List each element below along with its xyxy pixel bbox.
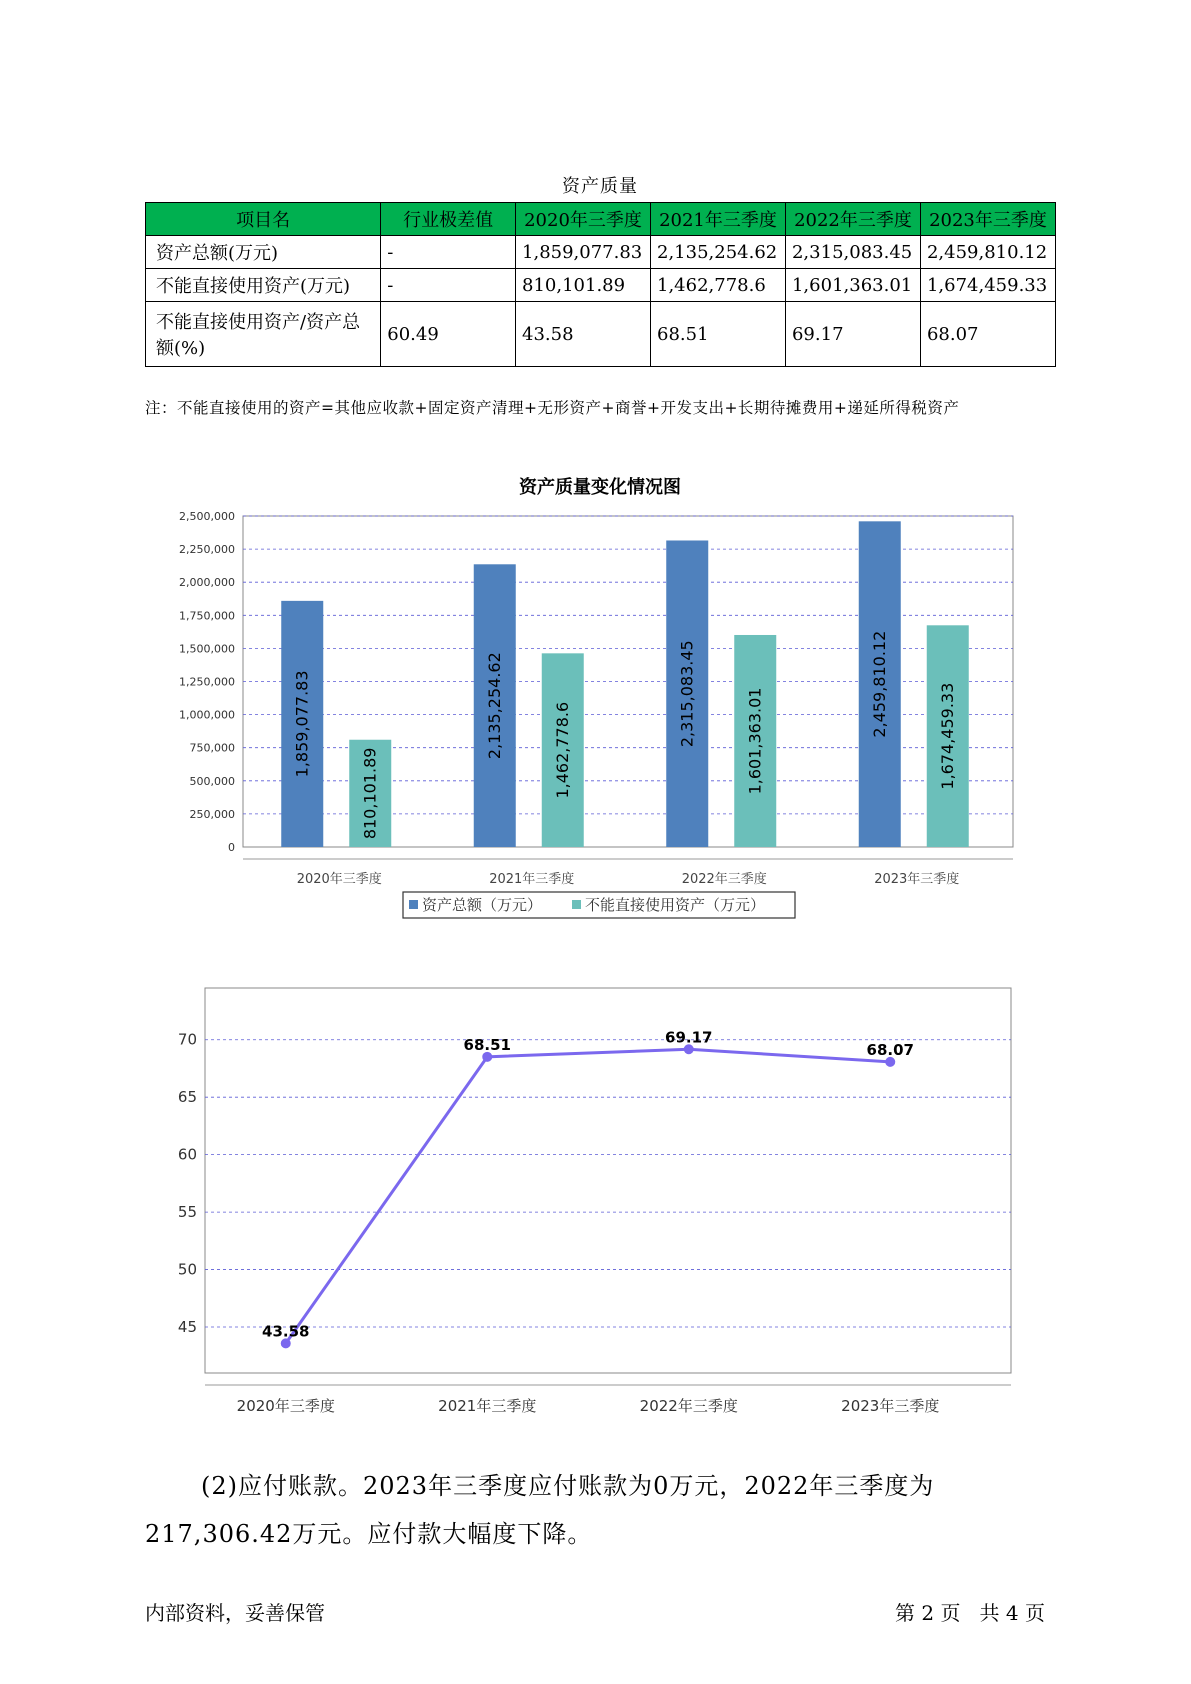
data-label: 68.51	[463, 1035, 511, 1054]
bar-value-label: 2,315,083.45	[677, 640, 697, 748]
table-cell: 43.58	[516, 302, 651, 367]
table-cell: 2,135,254.62	[651, 236, 786, 269]
data-label: 69.17	[665, 1028, 713, 1047]
y-tick-label: 500,000	[189, 774, 235, 788]
footer-page-number: 第 2 页 共 4 页	[895, 1601, 1045, 1625]
bar-value-label: 1,674,459.33	[938, 682, 958, 790]
bar-value-label: 2,135,254.62	[485, 652, 505, 760]
legend-label: 资产总额（万元）	[422, 896, 543, 914]
legend-label: 不能直接使用资产（万元）	[585, 896, 766, 914]
y-tick-label: 750,000	[189, 741, 235, 755]
y-tick-label: 1,500,000	[179, 642, 235, 656]
data-label: 43.58	[262, 1322, 310, 1341]
bar-value-label: 2,459,810.12	[870, 630, 890, 738]
y-tick-label: 250,000	[189, 807, 235, 821]
body-paragraph: (2)应付账款。2023年三季度应付账款为0万元，2022年三季度为217,306.42万元。应付款大幅度下降。	[145, 1472, 935, 1548]
y-tick-label: 60	[177, 1145, 197, 1164]
x-tick-label: 2022年三季度	[639, 1397, 738, 1415]
table-cell: 810,101.89	[516, 269, 651, 302]
header-cell: 2020年三季度	[516, 203, 651, 236]
x-tick-label: 2020年三季度	[236, 1397, 335, 1415]
bar-value-label: 810,101.89	[360, 747, 380, 840]
y-tick-label: 55	[177, 1203, 197, 1222]
y-tick-label: 1,000,000	[179, 708, 235, 722]
y-tick-label: 2,500,000	[179, 510, 235, 523]
x-tick-label: 2023年三季度	[841, 1397, 940, 1415]
y-tick-label: 50	[177, 1260, 197, 1279]
table-cell: 不能直接使用资产/资产总额(%)	[146, 302, 381, 367]
x-tick-label: 2021年三季度	[489, 872, 575, 887]
table-cell: -	[381, 269, 516, 302]
y-tick-label: 45	[177, 1318, 197, 1337]
y-tick-label: 2,000,000	[179, 576, 235, 590]
x-tick-label: 2022年三季度	[681, 872, 767, 887]
bar-chart-title: 资产质量变化情况图	[519, 477, 681, 498]
table-cell: 69.17	[785, 302, 920, 367]
header-cell: 2021年三季度	[651, 203, 786, 236]
header-cell: 项目名	[146, 203, 381, 236]
y-tick-label: 0	[228, 841, 235, 854]
table-note: 注：不能直接使用的资产=其他应收款+固定资产清理+无形资产+商誉+开发支出+长期待摊费用+递延所得税资产	[145, 399, 960, 417]
table-cell: 68.51	[651, 302, 786, 367]
table-cell: 1,462,778.6	[651, 269, 786, 302]
header-cell: 2023年三季度	[920, 203, 1055, 236]
table-cell: 1,859,077.83	[516, 236, 651, 269]
y-tick-label: 2,250,000	[179, 543, 235, 557]
bar-value-label: 1,859,077.83	[292, 670, 312, 778]
table-cell: 2,315,083.45	[785, 236, 920, 269]
table-cell: 60.49	[381, 302, 516, 367]
data-label: 68.07	[866, 1040, 914, 1059]
x-tick-label: 2020年三季度	[296, 872, 382, 887]
table-cell: 68.07	[920, 302, 1055, 367]
y-tick-label: 70	[177, 1030, 197, 1049]
header-cell: 行业极差值	[381, 203, 516, 236]
table-cell: -	[381, 236, 516, 269]
x-tick-label: 2021年三季度	[438, 1397, 537, 1415]
table-cell: 1,674,459.33	[920, 269, 1055, 302]
table-caption: 资产质量	[562, 176, 638, 197]
table-cell: 不能直接使用资产(万元)	[146, 269, 381, 302]
series-line	[286, 1049, 891, 1343]
table-cell: 2,459,810.12	[920, 236, 1055, 269]
header-cell: 2022年三季度	[785, 203, 920, 236]
bar-value-label: 1,601,363.01	[745, 687, 765, 795]
y-tick-label: 65	[177, 1088, 197, 1107]
footer-confidential: 内部资料，妥善保管	[145, 1601, 325, 1625]
table-cell: 1,601,363.01	[785, 269, 920, 302]
table-cell: 资产总额(万元)	[146, 236, 381, 269]
y-tick-label: 1,750,000	[179, 609, 235, 623]
x-tick-label: 2023年三季度	[874, 872, 960, 887]
bar-value-label: 1,462,778.6	[553, 701, 573, 799]
y-tick-label: 1,250,000	[179, 675, 235, 689]
